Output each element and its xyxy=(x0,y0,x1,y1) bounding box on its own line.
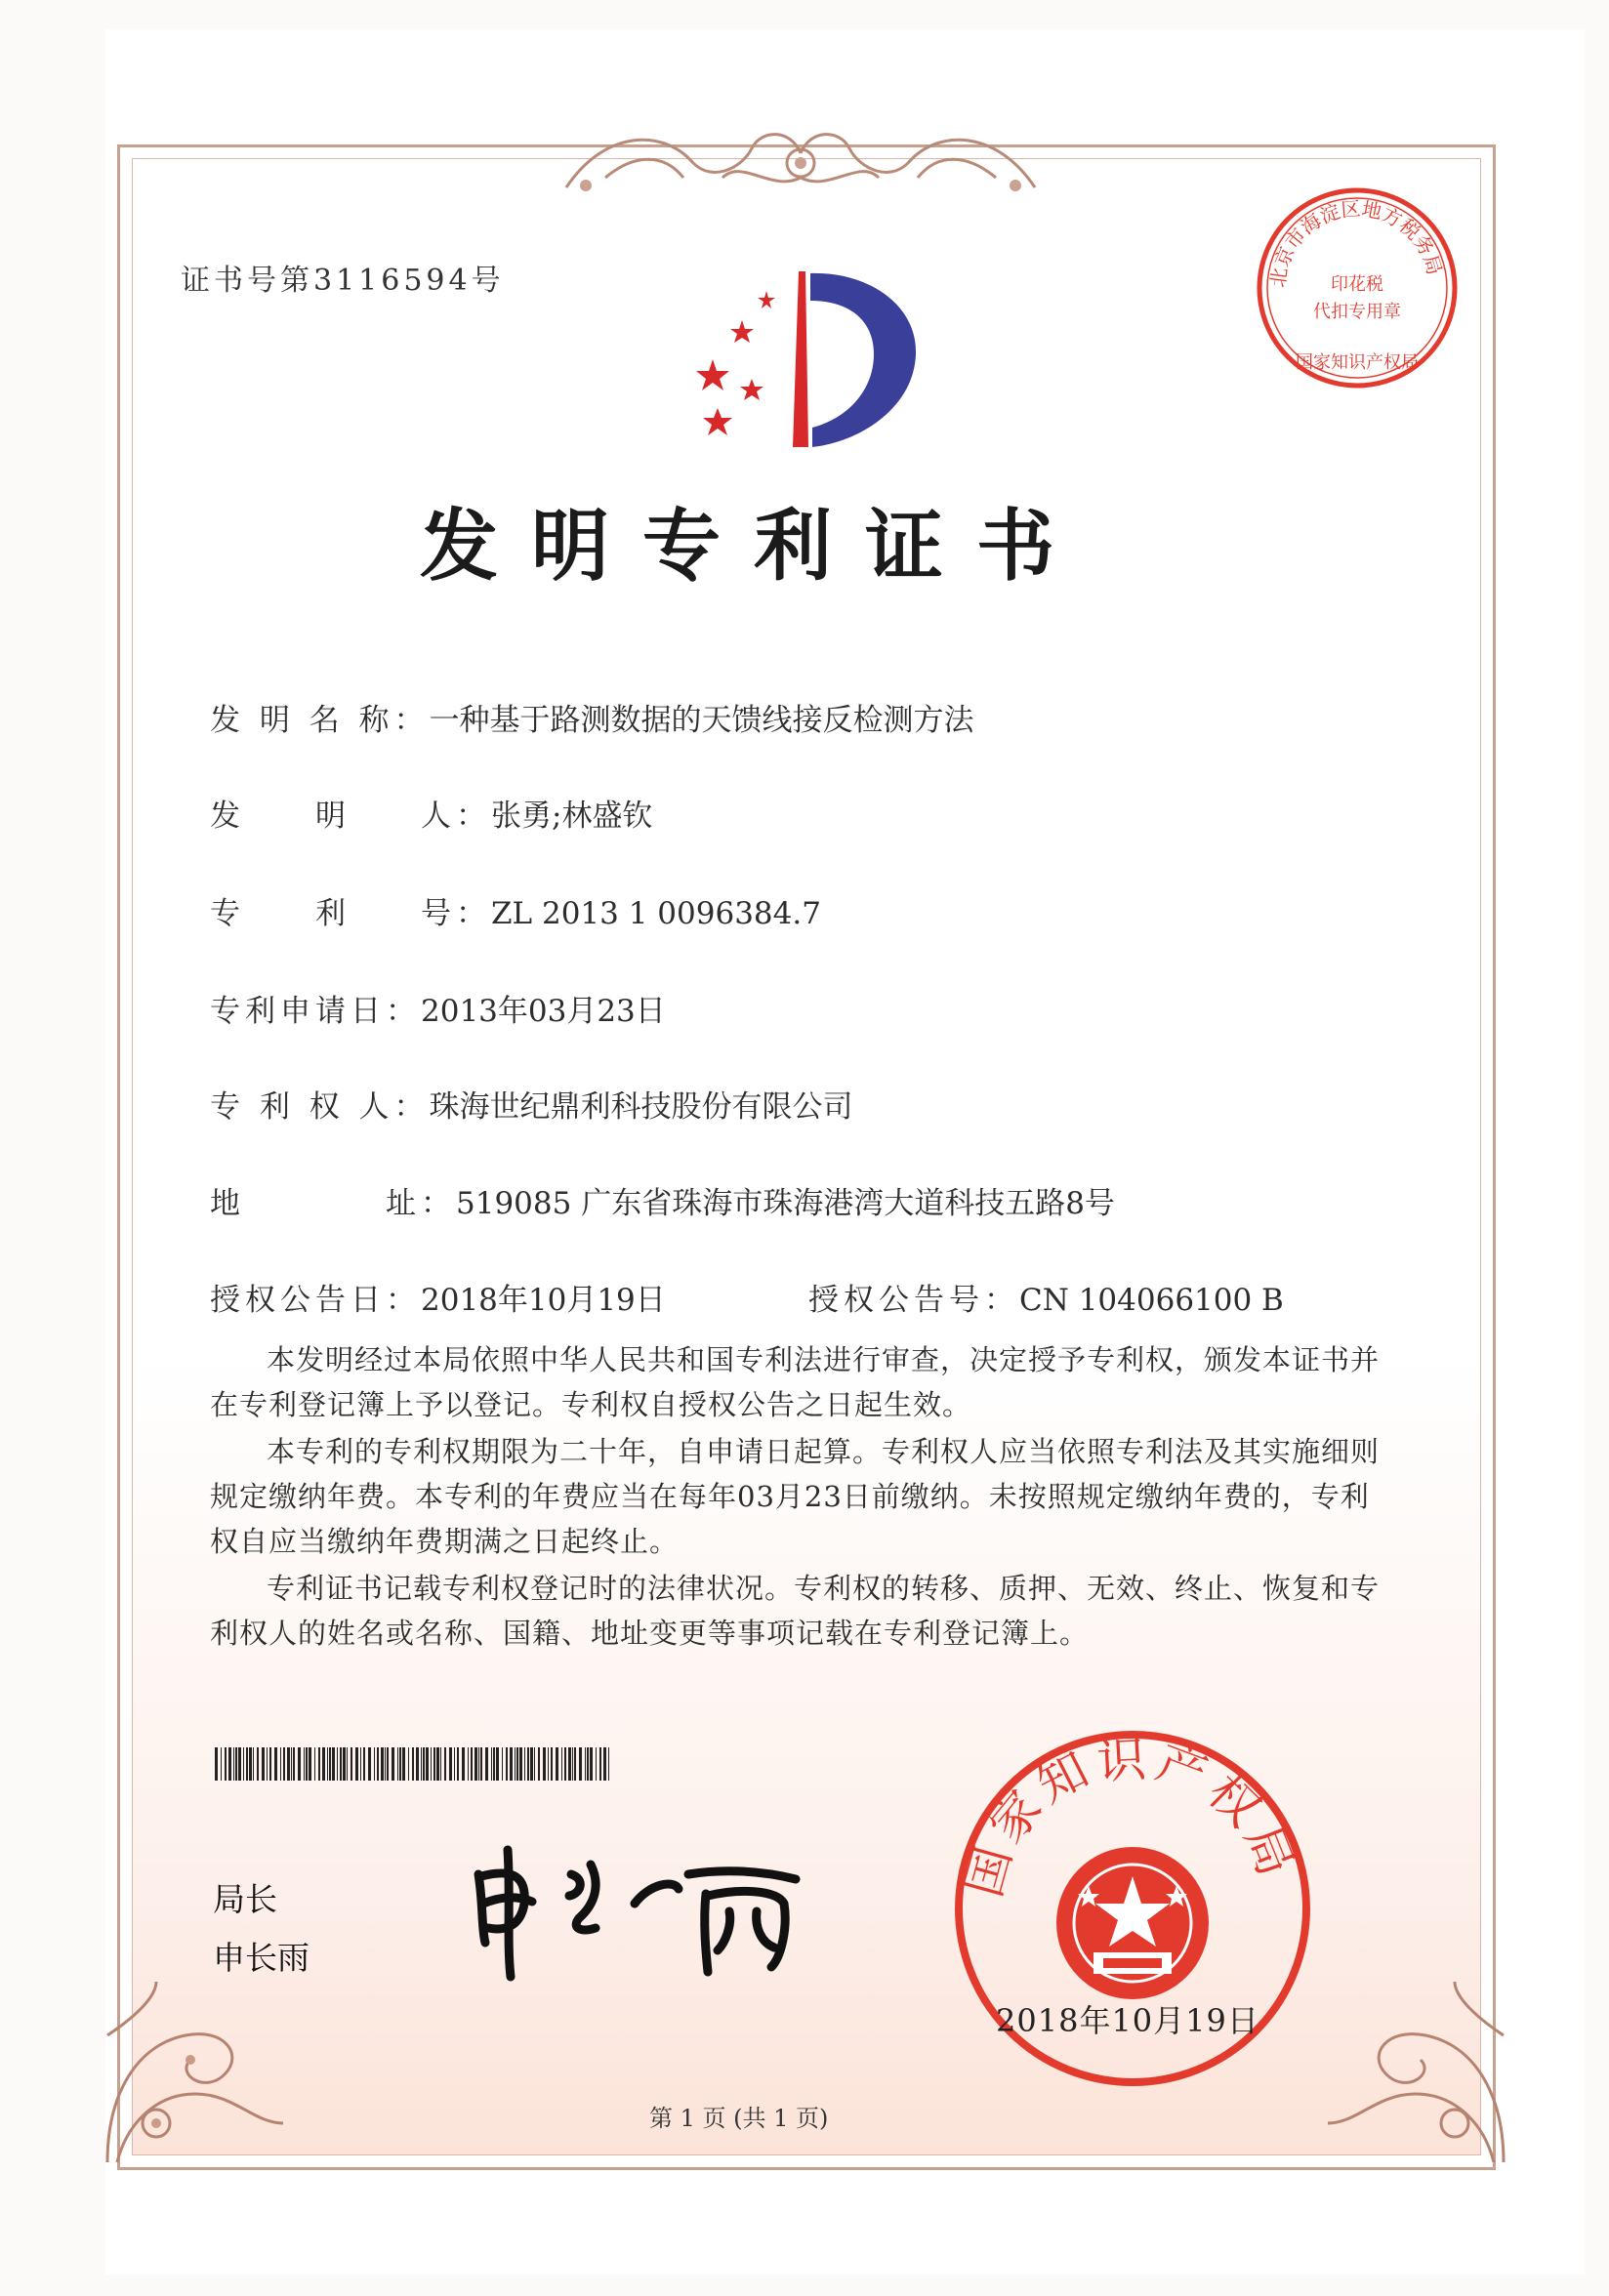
director-title: 局长 xyxy=(213,1880,277,1918)
notice-paragraph-2: 本专利的专利权期限为二十年，自申请日起算。专利权人应当依照专利法及其实施细则规定缴纳年费。本专利的年费应当在每年03月23日前缴纳。未按照规定缴纳年费的，专利权自应当缴纳年费期满之日起终止。 xyxy=(210,1435,1381,1558)
bottom-right-corner-ornament-icon xyxy=(1318,1977,1513,2172)
top-dragon-ornament-icon xyxy=(547,109,1054,197)
svg-text:北京市海淀区地方税务局: 北京市海淀区地方税务局 xyxy=(1265,196,1447,289)
address-row xyxy=(210,1178,1115,1222)
director-name: 申长雨 xyxy=(213,1939,309,1977)
patent-number-value: ZL 2013 1 0096384.7 xyxy=(491,896,821,931)
notice-paragraph-1: 本发明经过本局依照中华人民共和国专利法进行审查，决定授予专利权，颁发本证书并在专利登记簿上予以登记。专利权自授权公告之日起生效。 xyxy=(210,1343,1381,1421)
barcode-icon xyxy=(215,1747,615,1781)
filing-date-value: 2013年03月23日 xyxy=(421,994,666,1029)
grant-number-label: 授权公告号： xyxy=(808,1283,1019,1318)
grant-date-row xyxy=(210,1275,666,1319)
svg-text:国家知识产权局: 国家知识产权局 xyxy=(1296,352,1419,373)
invention-name-label: 发 明 名 称： xyxy=(210,703,430,738)
grant-number-row xyxy=(808,1275,1284,1319)
stamp-tax-seal-icon xyxy=(1250,181,1465,395)
inventor-value: 张勇;林盛钦 xyxy=(491,799,653,834)
patent-number-label: 专 利 号： xyxy=(210,896,491,931)
notice-paragraph-3: 专利证书记载专利权登记时的法律状况。专利权的转移、质押、无效、终止、恢复和专利权人的姓名或名称、国籍、地址变更等事项记载在专利登记簿上。 xyxy=(210,1572,1381,1650)
filing-date-row xyxy=(210,986,666,1030)
seal-date: 2018年10月19日 xyxy=(996,2002,1259,2039)
patent-office-logo-icon xyxy=(674,262,928,457)
address-label: 地 址： xyxy=(210,1186,456,1221)
invention-name-row xyxy=(210,695,974,739)
director-signature-icon xyxy=(464,1835,815,1982)
patentee-row xyxy=(210,1082,853,1126)
svg-text:印花税: 印花税 xyxy=(1331,274,1383,295)
patent-number-row xyxy=(210,888,821,932)
grant-date-value: 2018年10月19日 xyxy=(421,1283,666,1318)
certificate-number: 证书号第3116594号 xyxy=(181,264,505,298)
svg-text:国家知识产权局: 国家知识产权局 xyxy=(955,1730,1307,1904)
page-number-footer: 第 1 页 (共 1 页) xyxy=(649,2105,829,2132)
invention-name-value: 一种基于路测数据的天馈线接反检测方法 xyxy=(429,703,974,738)
address-value: 519085 广东省珠海市珠海港湾大道科技五路8号 xyxy=(456,1186,1115,1221)
filing-date-label: 专利申请日： xyxy=(210,994,421,1029)
inventor-row xyxy=(210,791,652,835)
bottom-left-corner-ornament-icon xyxy=(98,1977,293,2172)
patentee-label: 专 利 权 人： xyxy=(210,1089,430,1125)
grant-number-value: CN 104066100 B xyxy=(1019,1283,1284,1318)
grant-date-label: 授权公告日： xyxy=(210,1283,421,1318)
inventor-label: 发 明 人： xyxy=(210,799,491,834)
certificate-title: 发明专利证书 xyxy=(420,501,1088,592)
patentee-value: 珠海世纪鼎利科技股份有限公司 xyxy=(429,1089,853,1125)
notice-text xyxy=(210,1337,1382,1656)
svg-text:代扣专用章: 代扣专用章 xyxy=(1313,302,1401,322)
